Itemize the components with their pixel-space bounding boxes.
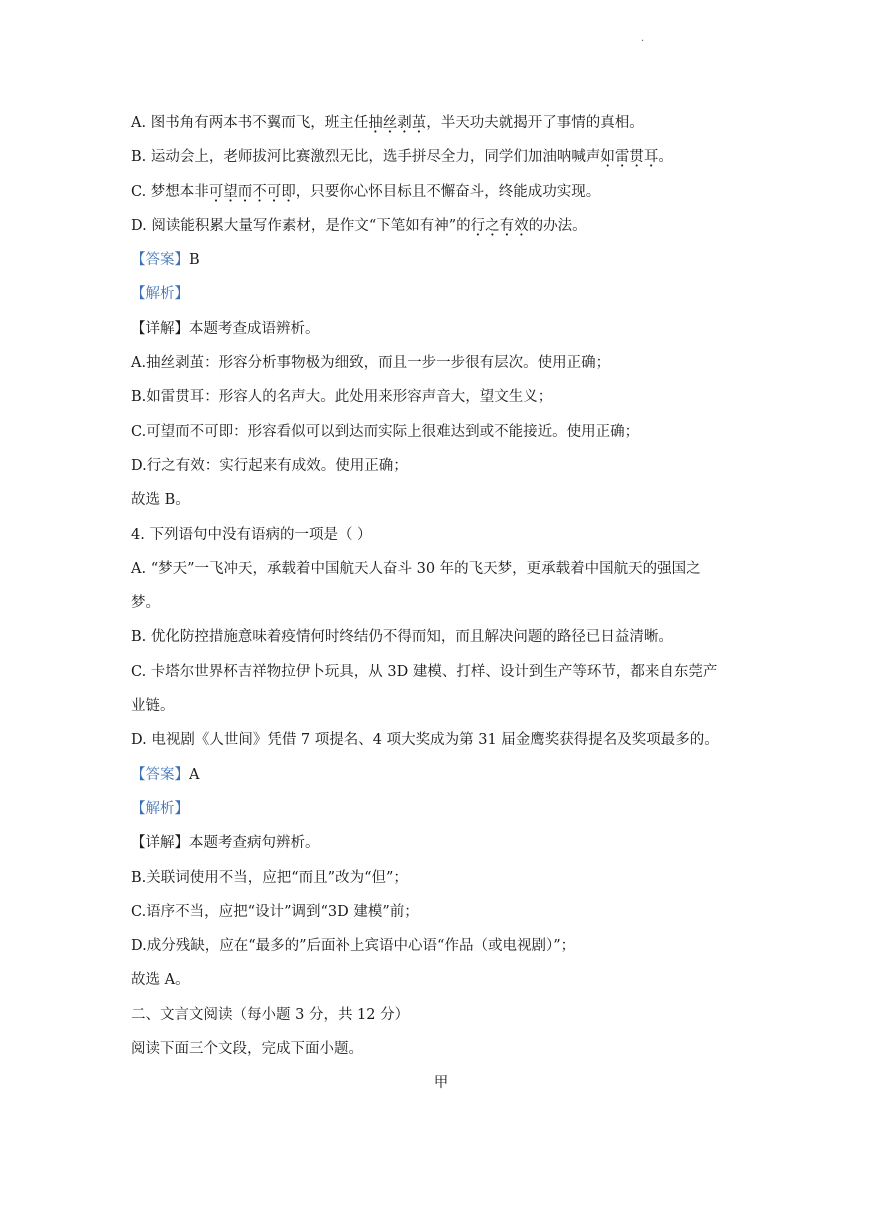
option-text: 的办法。 xyxy=(528,217,587,234)
section2-title: 二、文言文阅读（每小题 3 分，共 12 分） xyxy=(131,1006,410,1023)
option-text: ，只要你心怀目标且不懈奋斗，终能成功实现。 xyxy=(295,183,601,200)
q3-answer xyxy=(131,243,751,277)
option-line: 业链。 xyxy=(131,698,175,715)
emphasized-idiom: 可望而不可即 xyxy=(208,183,296,200)
option-line: D. 电视剧《人世间》凭借 7 项提名、4 项大奖成为第 31 届金鹰奖获得提名及奖项最多的。 xyxy=(131,732,719,749)
q3-option-d xyxy=(131,209,751,243)
answer-label: 【答案】 xyxy=(131,766,189,783)
detail-line: C.语序不当，应把“设计”调到“3D 建模”前； xyxy=(131,903,419,920)
detail-line: 故选 A。 xyxy=(131,972,190,989)
q4-question: 4. 下列语句中没有语病的一项是（ ） xyxy=(131,526,372,543)
emphasized-idiom: 如雷贯耳 xyxy=(600,149,659,166)
q3-analysis-label xyxy=(131,277,751,311)
q3-option-a xyxy=(131,106,751,140)
option-text: A. 图书角有两本书不翼而飞，班主任 xyxy=(131,115,369,131)
detail-line: B.如雷贯耳：形容人的名声大。此处用来形容声音大，望文生义； xyxy=(131,389,553,406)
detail-line: D.成分残缺，应在“最多的”后面补上宾语中心语“作品（或电视剧）”； xyxy=(131,938,576,955)
document-body xyxy=(131,106,751,1101)
detail-line: C.可望而不可即：形容看似可以到达而实际上很难达到或不能接近。使用正确； xyxy=(131,423,640,440)
q4-analysis-label xyxy=(131,792,751,826)
emphasized-idiom: 抽丝剥茧 xyxy=(368,115,427,131)
section2-intro: 阅读下面三个文段，完成下面小题。 xyxy=(131,1041,363,1058)
q4-answer xyxy=(131,758,751,792)
option-line: 梦。 xyxy=(131,595,160,612)
answer-value: B xyxy=(189,252,200,269)
option-line: C. 卡塔尔世界杯吉祥物拉伊卜玩具，从 3D 建模、打样、设计到生产等环节，都来自东莞产 xyxy=(131,663,718,680)
q3-option-b xyxy=(131,140,751,174)
detail-line: A.抽丝剥茧：形容分析事物极为细致，而且一步一步很有层次。使用正确； xyxy=(131,355,611,372)
detail-line: D.行之有效：实行起来有成效。使用正确； xyxy=(131,457,408,474)
analysis-label: 【解析】 xyxy=(131,286,189,303)
q4-options xyxy=(131,552,751,758)
option-text: ，半天功夫就揭开了事情的真相。 xyxy=(426,115,644,131)
header-dot: · xyxy=(641,36,645,47)
q3-detail xyxy=(131,312,751,518)
option-text: C. 梦想本非 xyxy=(131,183,209,200)
q4-detail xyxy=(131,826,751,997)
option-text: 。 xyxy=(658,149,673,166)
option-text: D. 阅读能积累大量写作素材，是作文“下笔如有神”的 xyxy=(131,217,471,234)
q3-option-c xyxy=(131,175,751,209)
option-text: B. 运动会上，老师拔河比赛激烈无比，选手拼尽全力，同学们加油呐喊声 xyxy=(131,149,601,166)
analysis-label: 【解析】 xyxy=(131,800,189,817)
section2-subtitle: 甲 xyxy=(433,1075,449,1092)
answer-value: A xyxy=(189,766,200,783)
detail-line: 【详解】本题考查病句辨析。 xyxy=(131,835,320,852)
option-line: A. “梦天”一飞冲天，承载着中国航天人奋斗 30 年的飞天梦，更承载着中国航天的强国之 xyxy=(131,560,701,577)
answer-label: 【答案】 xyxy=(131,252,189,269)
detail-line: 【详解】本题考查成语辨析。 xyxy=(131,320,320,337)
emphasized-idiom: 行之有效 xyxy=(470,217,529,234)
detail-line: B.关联词使用不当，应把“而且”改为“但”； xyxy=(131,869,408,886)
option-line: B. 优化防控措施意味着疫情何时终结仍不得而知，而且解决问题的路径已日益清晰。 xyxy=(131,629,673,646)
detail-line: 故选 B。 xyxy=(131,492,190,509)
